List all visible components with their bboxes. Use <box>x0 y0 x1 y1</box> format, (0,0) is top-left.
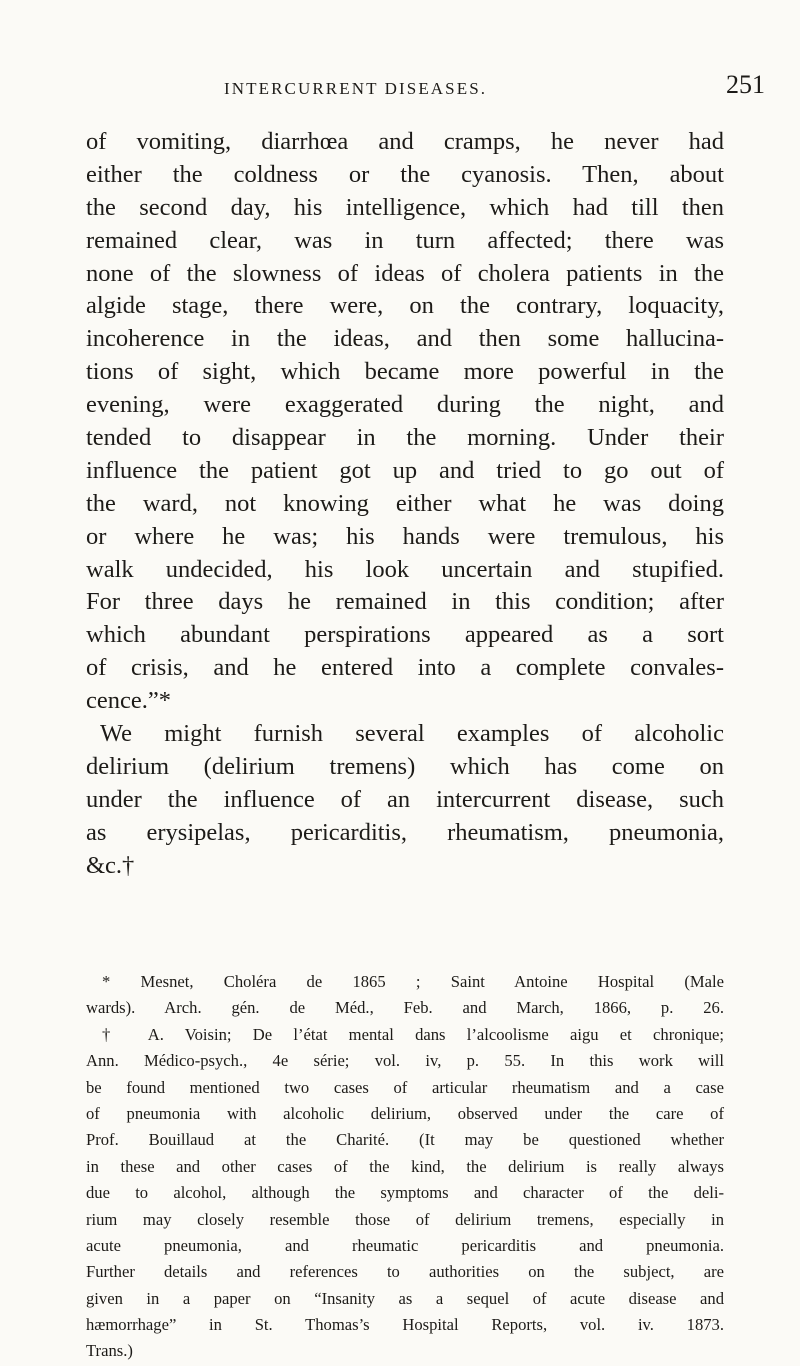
body-line: either the coldness or the cyanosis. Then, about <box>86 160 724 188</box>
body-line: of vomiting, diarrhœa and cramps, he never had <box>86 128 724 155</box>
body-line: influence the patient got up and tried to go out of <box>86 456 724 484</box>
body-line: which abundant perspirations appeared as a sort <box>86 621 724 649</box>
running-title: INTERCURRENT DISEASES. <box>224 79 488 98</box>
footnote-line: in these and other cases of the kind, the delirium is really always <box>86 1156 724 1176</box>
body-line: cence.”* <box>86 687 171 715</box>
footnote-line: of pneumonia with alcoholic delirium, observed under the care of <box>86 1103 724 1123</box>
body-line: algide stage, there were, on the contrary, loquacity, <box>86 292 724 320</box>
body-line: tended to disappear in the morning. Under their <box>86 424 724 452</box>
footnote-line: Ann. Médico-psych., 4e série; vol. iv, p. 55. In this work will <box>86 1051 724 1071</box>
body-line: none of the slowness of ideas of cholera patients in the <box>86 259 724 287</box>
body-line: delirium (delirium tremens) which has come on <box>86 752 724 780</box>
page-number: 251 <box>726 70 765 99</box>
footnote-line: hæmorrhage” in St. Thomas’s Hospital Reports, vol. iv. 1873. <box>86 1315 724 1335</box>
body-line: the second day, his intelligence, which had till then <box>86 193 724 221</box>
body-line: or where he was; his hands were tremulous, his <box>86 522 724 550</box>
footnote-line: wards). Arch. gén. de Méd., Feb. and March, 1866, p. 26. <box>86 998 724 1018</box>
body-line: evening, were exaggerated during the night, and <box>86 391 724 419</box>
footnote-line: Further details and references to authorities on the subject, are <box>86 1262 724 1282</box>
footnote-line: acute pneumonia, and rheumatic pericarditis and pneumonia. <box>86 1235 724 1255</box>
footnote-line: * Mesnet, Choléra de 1865 ; Saint Antoine Hospital (Male <box>102 972 724 991</box>
body-line: under the influence of an intercurrent disease, such <box>86 785 724 813</box>
body-line: tions of sight, which became more powerful in the <box>86 358 724 386</box>
footnote-line: rium may closely resemble those of delirium tremens, especially in <box>86 1209 724 1229</box>
body-line: of crisis, and he entered into a complete convales- <box>86 654 724 682</box>
footnote-line: † A. Voisin; De l’état mental dans l’alcoolisme aigu et chronique; <box>102 1024 724 1044</box>
footnote-line: given in a paper on “Insanity as a sequel of acute disease and <box>86 1288 724 1308</box>
body-line: For three days he remained in this condition; after <box>86 588 724 616</box>
body-line: remained clear, was in turn affected; there was <box>86 226 724 254</box>
body-line: walk undecided, his look uncertain and stupified. <box>86 555 724 583</box>
footnote-line: be found mentioned two cases of articular rheumatism and a case <box>86 1077 724 1097</box>
body-line: incoherence in the ideas, and then some hallucina- <box>86 325 724 353</box>
footnote-line: Prof. Bouillaud at the Charité. (It may be questioned whether <box>86 1130 724 1150</box>
footnotes <box>86 969 724 1365</box>
body-line: &c.† <box>86 851 135 879</box>
body-line: as erysipelas, pericarditis, rheumatism, pneumonia, <box>86 818 724 846</box>
body-line: the ward, not knowing either what he was doing <box>86 489 724 517</box>
body-line: We might furnish several examples of alcoholic <box>100 720 724 748</box>
footnote-line: due to alcohol, although the symptoms and character of the deli- <box>86 1183 724 1203</box>
footnote-line: Trans.) <box>86 1341 133 1361</box>
body-text <box>86 126 724 882</box>
